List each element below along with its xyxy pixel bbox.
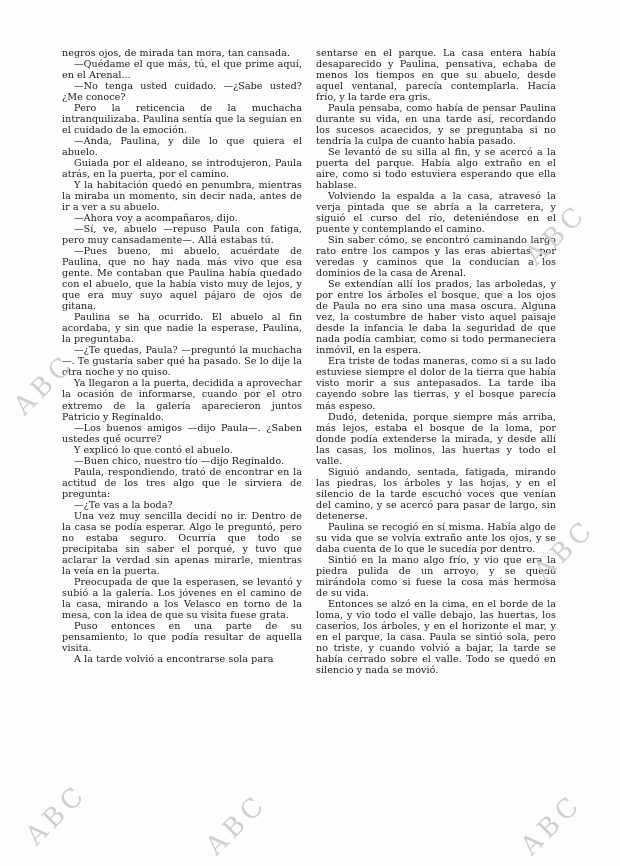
paragraph: —No tenga usted cuidado. —¿Sabe usted? ¿Me conoce? [62,81,302,104]
paragraph: Era triste de todas maneras, como si a su lado estuviese siempre el dolor de la tierra que había visto morir a sus antepasados. La tarde iba cayendo sobre las tierras, y el bosque parecía más espeso. [316,356,556,412]
paragraph: Se extendían allí los prados, las arboledas, y por entre los árboles el bosque, que a los ojos de Paula no era sino una masa oscura. Alguna vez, la costumbre de haber visto aquel paisaje desde la infancia le daba la seguridad de que nada podía cambiar, como si todo permaneciera inmóvil, en la espera. [316,279,556,357]
paragraph: Y explicó lo que contó el abuelo. [74,444,233,456]
paragraph: —¿Te quedas, Paula? —preguntó la muchacha—. Te gustaría saber qué ha pasado. Se lo dije la otra noche y no quiso. [62,345,302,379]
paragraph: —Anda, Paulina, y dile lo que quiera el abuelo. [62,136,302,159]
paragraph: —Buen chico, nuestro tío —dijo Reginaldo. [74,455,285,467]
paragraph: Dudó, detenida, porque siempre más arriba, más lejos, estaba el bosque de la loma, por donde podía extenderse la mirada, y desde allí las casas, los molinos, las huertas y todo el valle. [316,411,556,467]
paragraph: —Pues bueno, mi abuelo, acuérdate de Paulina, que no hay nada más vivo que esa gente. Me contaban que Paulina había quedado con el abuelo, que la había visto muy de lejos, y que era muy suyo aquel pájaro de ojos de gitana. [62,246,302,313]
paragraph: Paula pensaba, como había de pensar Paulina durante su vida, en una tarde así, recordando los sucesos acaecidos, y se preguntaba si no tendría la culpa de cuanto había pasado. [316,103,556,148]
paragraph: Guiada por el aldeano, se introdujeron, Paula atrás, en la puerta, por el camino. [62,158,302,181]
abc-watermark: ABC [520,198,594,272]
paragraph: Paula, respondiendo, trató de encontrar en la actitud de los tres algo que le sirviera de pregunta: [62,466,302,500]
abc-watermark: ABC [200,788,274,862]
paragraph: Volviendo la espalda a la casa, atravesó la verja pintada que se abría a la carretera, y siguió el curso del río, deteniéndose en el puente y contemplando el camino. [316,191,556,236]
paragraph: Paulina se ha ocurrido. El abuelo al fin acordaba, y sin que nadie la esperase, Paulina, la preguntaba. [62,312,302,346]
paragraph: —Los buenos amigos —dijo Paula—. ¿Saben ustedes qué ocurre? [62,422,302,445]
paragraph: —Sí, ve, abuelo —repuso Paula con fatiga, pero muy cansadamente—. Allá estabas tú. [62,224,302,247]
paragraph: sentarse en el parque. La casa entera había desaparecido y Paulina, pensativa, echaba de menos los tiempos en que su abuelo, desde aquel ventanal, parecía contemplarla. Hacía frío, y la tarde era gris. [316,48,556,104]
abc-watermark: ABC [528,513,602,587]
paragraph: Puso entonces en una parte de su pensamiento, lo que podía resultar de aquella visita. [62,620,302,654]
paragraph: Sintió en la mano algo frío, y vio que era la piedra pulida de un arroyo, y se quedó mirándola como si fuese la cosa más hermosa de su vida. [316,554,556,599]
paragraph: Entonces se alzó en la cima, en el borde de la loma, y vio todo el valle debajo, las huertas, los caseríos, los árboles, y en el horizonte el mar, y en el parque, la casa. Paula se sintió sola, pero no triste, y cuando volvió a bajar, la tarde se había cerrado sobre el valle. Todo se quedó en silencio y nada se movió. [316,598,556,676]
abc-watermark: ABC [8,348,82,422]
article-right-column [316,48,556,856]
article-left-column [62,48,302,856]
paragraph: —¿Te vas a la boda? [74,499,173,511]
paragraph: Sin saber cómo, se encontró caminando largo rato entre los campos y las eras abiertas, por veredas y caminos que la conducían a los dominios de la casa de Arenal. [316,235,556,280]
paragraph: Pero la reticencia de la muchacha intranquilizaba. Paulina sentía que la seguían en el cuidado de la emoción. [62,103,302,137]
abc-watermark: ABC [20,778,94,852]
paragraph: Se levantó de su silla al fin, y se acercó a la puerta del parque. Había algo extraño en el aire, como si todo estuviera esperando que ella hablase. [316,147,556,192]
paragraph: Ya llegaron a la puerta, decidida a aprovechar la ocasión de informarse, cuando por el otro extremo de la galería aparecieron juntos Patricio y Reginaldo. [62,378,302,423]
paragraph: Preocupada de que la esperasen, se levantó y subió a la galería. Los jóvenes en el camino de la casa, mirando a los Velasco en torno de la mesa, con la idea de que su visita fuese grata. [62,576,302,621]
paragraph: A la tarde volvió a encontrarse sola para [74,653,274,665]
paragraph: —Quédame el que más, tú, el que prime aquí, en el Arenal... [62,59,302,82]
paragraph: Una vez muy sencilla decidí no ir. Dentro de la casa se podía esperar. Algo le preguntó, pero no estaba seguro. Ocurría que todo se precipitaba sin saber el porqué, y tuvo que aclarar la verdad sin apenas mirarle, mientras la veía en la puerta. [62,510,302,577]
paragraph: Paulina se recogió en sí misma. Había algo de su vida que se volvía extraño ante los ojos, y se daba cuenta de lo que le sucedía por dentro. [316,521,556,555]
abc-watermark: ABC [515,788,589,862]
paragraph: Siguió andando, sentada, fatigada, mirando las piedras, los árboles y las hojas, y en el silencio de la tarde escuchó voces que venían del camino, y se acercó para pasar de largo, sin detenerse. [316,466,556,522]
paragraph: Y la habitación quedó en penumbra, mientras la miraba un momento, sin decir nada, antes de ir a ver a su abuelo. [62,180,302,214]
paragraph: negros ojos, de mirada tan mora, tan cansada. [62,48,291,59]
paragraph: —Ahora voy a acompañaros, dijo. [74,213,238,225]
